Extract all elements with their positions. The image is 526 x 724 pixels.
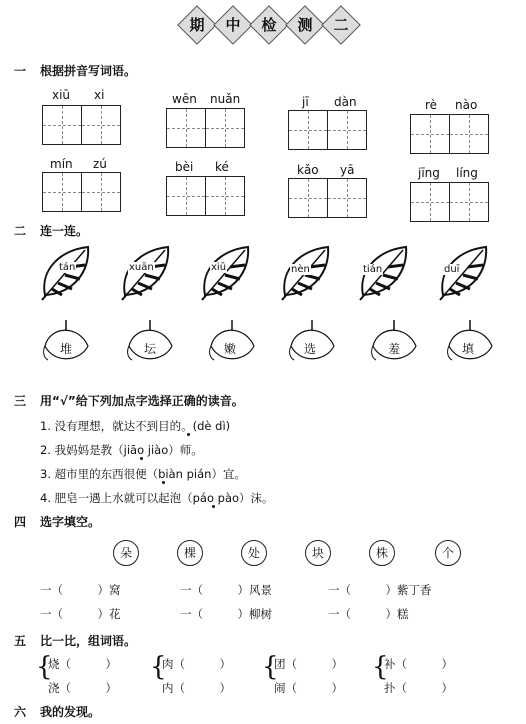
- compare-word[interactable]: 团（ ）: [274, 657, 343, 671]
- pinyin: jīng: [418, 166, 440, 180]
- title-char-box: 测: [290, 10, 320, 40]
- brace-icon: {: [372, 652, 389, 682]
- section-6-heading: 六 我的发现。: [14, 705, 101, 719]
- fill-blank[interactable]: 一（ ）风景: [180, 583, 272, 597]
- question-item: 3. 超市里的东西很便（biàn pián）宜。: [40, 467, 246, 481]
- emphasis-dot: [140, 457, 143, 460]
- writing-grid[interactable]: [288, 110, 367, 150]
- title-char-box: 期: [182, 10, 212, 40]
- section-2-heading: 二 连一连。: [14, 224, 89, 238]
- emphasis-dot: [212, 505, 215, 508]
- leaf-pinyin[interactable]: tán: [59, 262, 76, 273]
- section-1-heading: 一 根据拼音写词语。: [14, 64, 137, 78]
- option-char: 处: [241, 540, 267, 566]
- question-item: 1. 没有理想，就达不到目的。(dè dì): [40, 419, 231, 433]
- emphasis-dot: [187, 433, 190, 436]
- option-char: 棵: [177, 540, 203, 566]
- compare-word[interactable]: 烧（ ）: [48, 657, 117, 671]
- pinyin: dàn: [334, 95, 357, 109]
- pinyin: kǎo: [297, 163, 319, 177]
- section-3-heading: 三 用“√”给下列加点字选择正确的读音。: [14, 394, 244, 408]
- writing-grid[interactable]: [410, 182, 489, 222]
- writing-grid[interactable]: [166, 176, 245, 216]
- leaf-char[interactable]: 羞: [388, 342, 401, 356]
- compare-word[interactable]: 补（ ）: [384, 657, 453, 671]
- pinyin: mín: [50, 157, 73, 171]
- title-char-box: 二: [326, 10, 356, 40]
- option-char: 个: [435, 540, 461, 566]
- pinyin: ké: [215, 160, 229, 174]
- option-char: 块: [305, 540, 331, 566]
- title-char-box: 检: [254, 10, 284, 40]
- fill-blank[interactable]: 一（ ）紫丁香: [328, 583, 432, 597]
- writing-grid[interactable]: [410, 114, 489, 154]
- writing-grid[interactable]: [42, 172, 121, 212]
- fill-blank[interactable]: 一（ ）窝: [40, 583, 121, 597]
- leaf-char[interactable]: 嫩: [224, 342, 237, 356]
- section-4-heading: 四 选字填空。: [14, 515, 101, 529]
- fill-blank[interactable]: 一（ ）柳树: [180, 607, 272, 621]
- fill-blank[interactable]: 一（ ）花: [40, 607, 121, 621]
- question-item: 4. 肥皂一遇上水就可以起泡（páo pào）沫。: [40, 491, 274, 505]
- compare-word[interactable]: 闹（ ）: [274, 681, 343, 695]
- leaf-char[interactable]: 填: [462, 342, 475, 356]
- leaf-char[interactable]: 堆: [60, 342, 73, 356]
- writing-grid[interactable]: [288, 178, 367, 218]
- leaf-pinyin[interactable]: tián: [363, 264, 383, 275]
- pinyin: yā: [340, 163, 355, 177]
- upper-leaves: [40, 245, 500, 305]
- leaf-pinyin[interactable]: xuān: [129, 262, 154, 273]
- pinyin: wēn: [172, 92, 197, 106]
- writing-grid[interactable]: [42, 105, 121, 145]
- leaf-char[interactable]: 坛: [144, 342, 157, 356]
- writing-grid[interactable]: [166, 108, 245, 148]
- leaf-icon: [42, 247, 88, 300]
- compare-word[interactable]: 内（ ）: [162, 681, 231, 695]
- pinyin: líng: [456, 166, 478, 180]
- compare-word[interactable]: 扑（ ）: [384, 681, 453, 695]
- section-5-heading: 五 比一比，组词语。: [14, 634, 137, 648]
- title-char-box: 中: [218, 10, 248, 40]
- pinyin: xiū: [52, 88, 71, 102]
- leaf-pinyin[interactable]: xiū: [211, 262, 227, 273]
- brace-icon: {: [150, 652, 167, 682]
- pinyin: xi: [94, 88, 105, 102]
- leaf-char[interactable]: 选: [304, 342, 317, 356]
- pinyin: rè: [425, 98, 438, 112]
- compare-word[interactable]: 肉（ ）: [162, 657, 231, 671]
- fill-blank[interactable]: 一（ ）糕: [328, 607, 409, 621]
- brace-icon: {: [262, 652, 279, 682]
- pinyin: bèi: [175, 160, 194, 174]
- emphasis-dot: [162, 481, 165, 484]
- leaf-pinyin[interactable]: nèn: [291, 264, 310, 275]
- option-char: 株: [369, 540, 395, 566]
- lower-leaves: [40, 318, 500, 368]
- question-item: 2. 我妈妈是教（jiāo jiào）师。: [40, 443, 203, 457]
- pinyin: zú: [93, 157, 107, 171]
- leaf-icon: [122, 247, 168, 300]
- leaf-icon: [202, 247, 248, 300]
- compare-word[interactable]: 浇（ ）: [48, 681, 117, 695]
- pinyin: nào: [455, 98, 478, 112]
- leaf-pinyin[interactable]: duī: [444, 264, 460, 275]
- brace-icon: {: [36, 652, 53, 682]
- option-char: 朵: [113, 540, 139, 566]
- pinyin: jī: [302, 95, 309, 109]
- pinyin: nuǎn: [210, 92, 241, 106]
